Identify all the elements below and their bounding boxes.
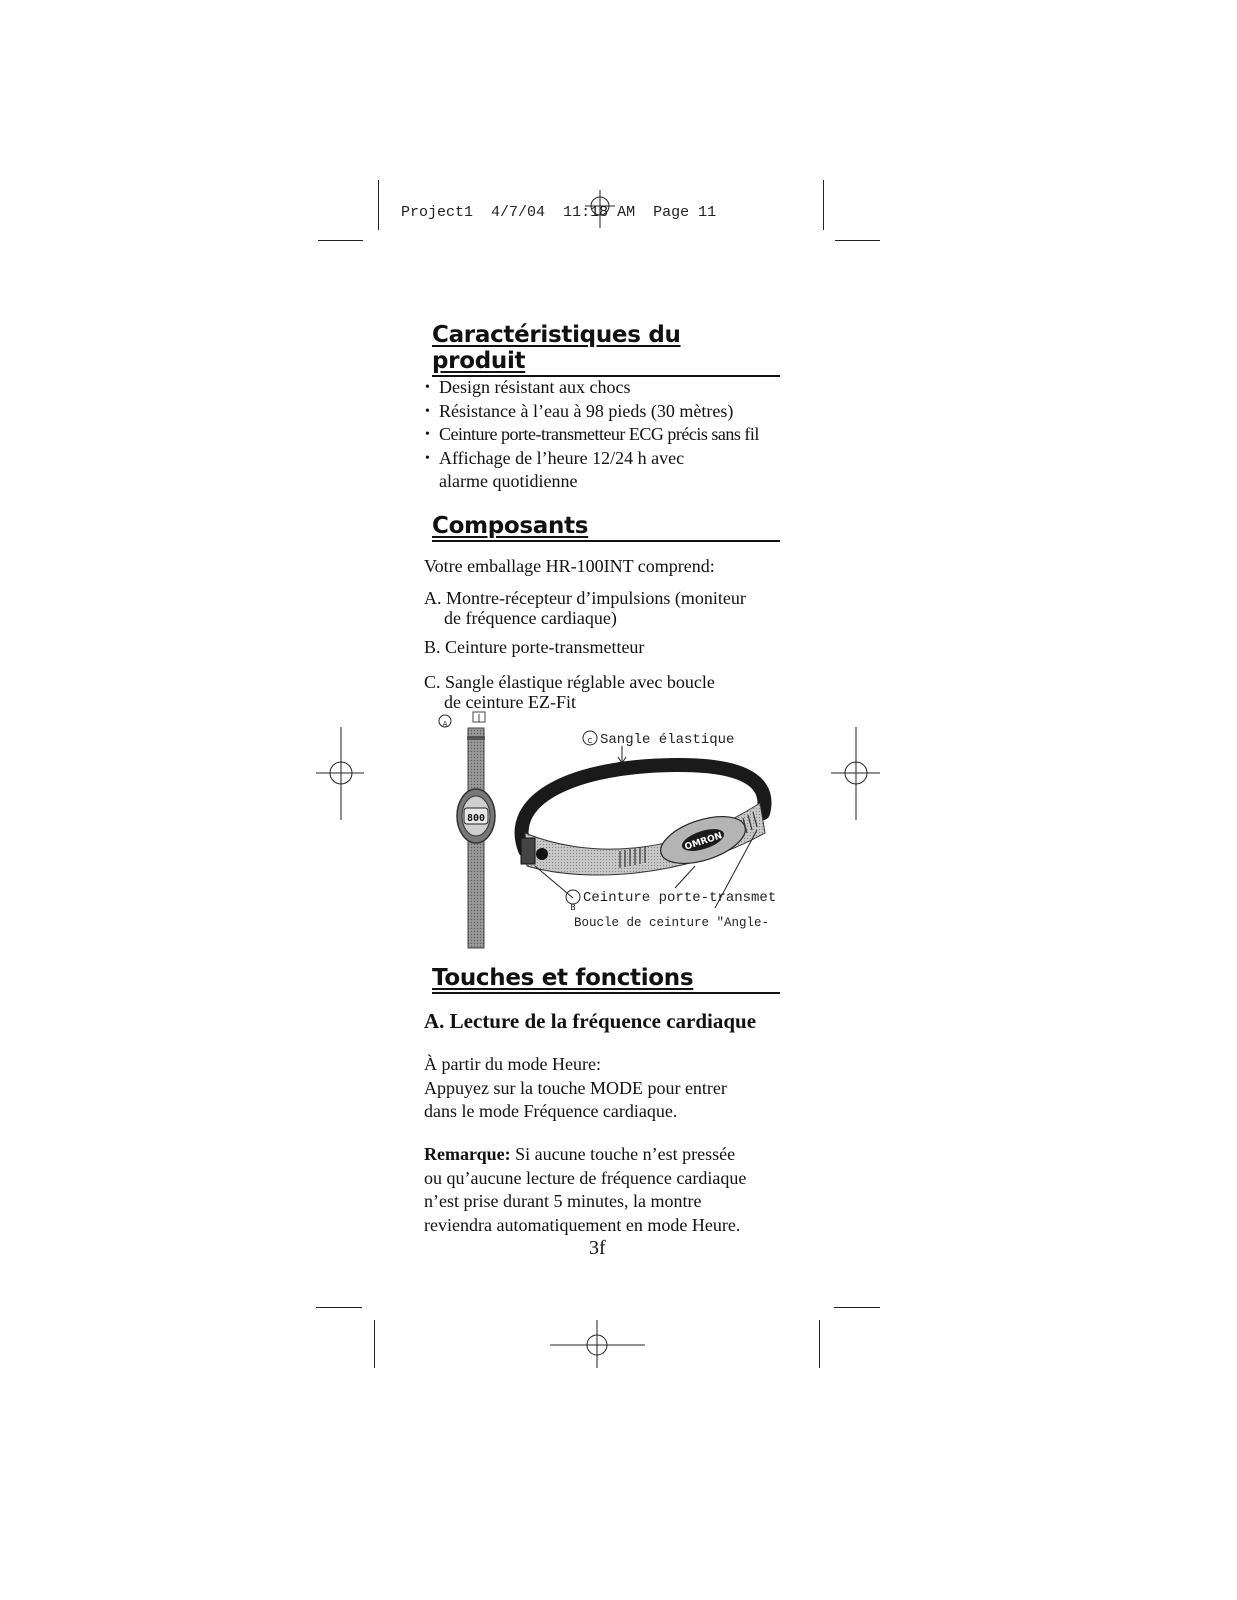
keys-subheading: A. Lecture de la fréquence cardiaque [424, 1009, 757, 1033]
marker-c [583, 731, 597, 745]
slug-line [383, 187, 716, 221]
keys-heading-text: Touches et fonctions [432, 965, 694, 991]
features-list [425, 376, 805, 494]
component-c-line1: C. Sangle élastique réglable avec boucle [424, 672, 715, 692]
features-heading-text: Caractéristiques du produit [432, 322, 681, 374]
keys-p1-line1: À partir du mode Heure: [424, 1054, 601, 1074]
components-intro: Votre emballage HR-100INT comprend: [424, 556, 715, 576]
component-a-line1: A. Montre-récepteur d’impulsions (moniteur [424, 588, 746, 608]
page-number: 3f [589, 1237, 606, 1259]
marker-a [439, 715, 451, 728]
slug-date: 4/7/04 [491, 204, 546, 221]
product-illustration [425, 708, 795, 953]
omron-logo: OMRON [683, 831, 724, 853]
keys-p1-line3: dans le mode Fréquence cardiaque. [424, 1101, 678, 1121]
elastic-strap [521, 765, 765, 875]
slug-project: Project1 [401, 204, 474, 221]
note-line1: Si aucune touche n’est pressée [510, 1144, 736, 1164]
component-item-a [424, 588, 804, 628]
components-heading-text: Composants [432, 513, 589, 539]
marker-c-letter: C [587, 737, 593, 745]
marker-b-letter: B [570, 903, 576, 912]
component-c-line2: de ceinture EZ-Fit [444, 692, 576, 712]
slug-page: Page 11 [653, 204, 717, 221]
feature-item: • Ceinture porte-transmetteur ECG précis sans fil [425, 423, 805, 447]
keys-note [424, 1143, 804, 1237]
strap-label: Sangle élastique [600, 732, 735, 748]
feature-item: • Design résistant aux chocs [425, 376, 805, 400]
keys-paragraph [424, 1053, 804, 1124]
note-label: Remarque: [424, 1144, 511, 1164]
watch [457, 712, 495, 948]
component-item-b: B. Ceinture porte-transmetteur [424, 637, 645, 657]
watch-display: 800 [466, 813, 486, 824]
components-heading [432, 513, 780, 542]
features-heading [432, 322, 780, 377]
slug-time: 11:18 AM [563, 204, 636, 221]
feature-item: • Résistance à l’eau à 98 pieds (30 mètres) [425, 400, 805, 424]
keys-p1-line2: Appuyez sur la touche MODE pour entrer [424, 1077, 727, 1098]
note-line3: n’est prise durant 5 minutes, la montre [424, 1191, 702, 1211]
note-line2: ou qu’aucune lecture de fréquence cardiaque [424, 1167, 747, 1188]
component-item-c [424, 672, 804, 712]
feature-item: • Affichage de l’heure 12/24 h avec [425, 447, 805, 471]
belt-label: Ceinture porte-transmet [583, 890, 777, 906]
buckle-label: Boucle de ceinture "Angle- [574, 916, 770, 930]
marker-a-letter: A [442, 720, 448, 728]
component-a-line2: de fréquence cardiaque) [444, 608, 617, 628]
keys-heading [432, 965, 780, 994]
feature-item-continuation: alarme quotidienne [439, 471, 578, 491]
note-line4: reviendra automatiquement en mode Heure. [424, 1214, 741, 1235]
